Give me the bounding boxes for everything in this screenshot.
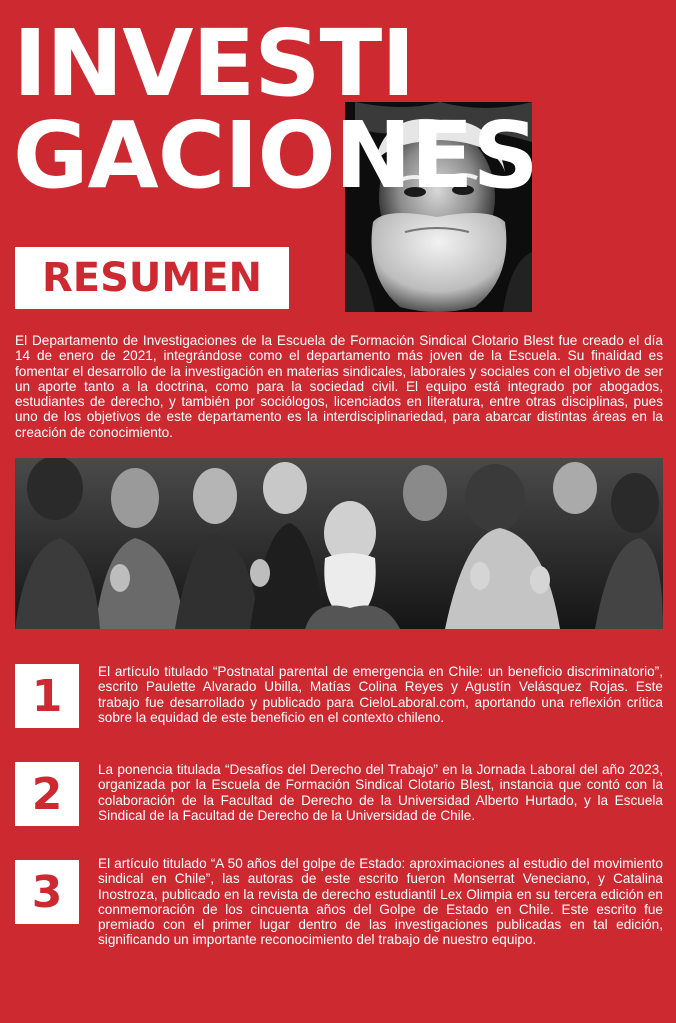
item-text: La ponencia titulada “Desafíos del Derecho del Trabajo” en la Jornada Laboral del año 2023, organizada por la Escuela de Formación Sindical Clotario Blest, instancia que contó con la colaboración de la Facultad de Derecho de la Universidad Alberto Hurtado, y la Escuela Sindical de la Facultad de Derecho de la Universidad de Chile. (98, 762, 663, 823)
section-label-box (15, 247, 289, 309)
list-item (15, 664, 663, 744)
crowd-photo (15, 458, 663, 629)
item-number: 1 (31, 670, 63, 722)
page-title-line2: GACIONES (13, 102, 538, 209)
item-number: 2 (31, 768, 63, 820)
item-text: El artículo titulado “Postnatal parental de emergencia en Chile: un beneficio discriminatorio”, escrito Paulette Alvarado Ubilla, Matías Colina Reyes y Agustín Velásquez Rojas. Este trabajo fue desarrollado y publicado para CieloLaboral.com, aportando una reflexión crítica sobre la equidad de este beneficio en el contexto chileno. (98, 664, 663, 725)
number-box (15, 860, 79, 924)
list-item (15, 762, 663, 842)
number-box (15, 762, 79, 826)
intro-paragraph: El Departamento de Investigaciones de la Escuela de Formación Sindical Clotario Blest fue creado el día 14 de enero de 2021, integrándose como el departamento más joven de la Escuela. Su finalidad es fomentar el desarrollo de la investigación en materias sindicales, laborales y sociales con el objetivo de ser un aporte tanto a la doctrina, como para la sociedad civil. El equipo está integrado por abogados, estudiantes de derecho, y también por sociólogos, licenciados en literatura, entre otras disciplinas, pues uno de los objetivos de este departamento es la interdisciplinariedad, para abarcar distintas áreas en la creación de conocimiento. (15, 333, 663, 440)
item-number: 3 (31, 866, 63, 918)
list-item (15, 856, 663, 948)
number-box (15, 664, 79, 728)
item-text: El artículo titulado “A 50 años del golpe de Estado: aproximaciones al estudio del movimiento sindical en Chile”, las autoras de este escrito fueron Monserrat Veneciano, y Catalina Inostroza, publicado en la revista de derecho estudiantil Lex Olimpia en su tercera edición en conmemoración de los cincuenta años del Golpe de Estado en Chile. Este escrito fue premiado con el primer lugar dentro de las investigaciones publicadas en tal edición, significando un importante reconocimiento del trabajo de nuestro equipo. (98, 856, 663, 948)
page-title-line1: INVESTI (13, 10, 415, 117)
section-label: RESUMEN (41, 255, 263, 301)
